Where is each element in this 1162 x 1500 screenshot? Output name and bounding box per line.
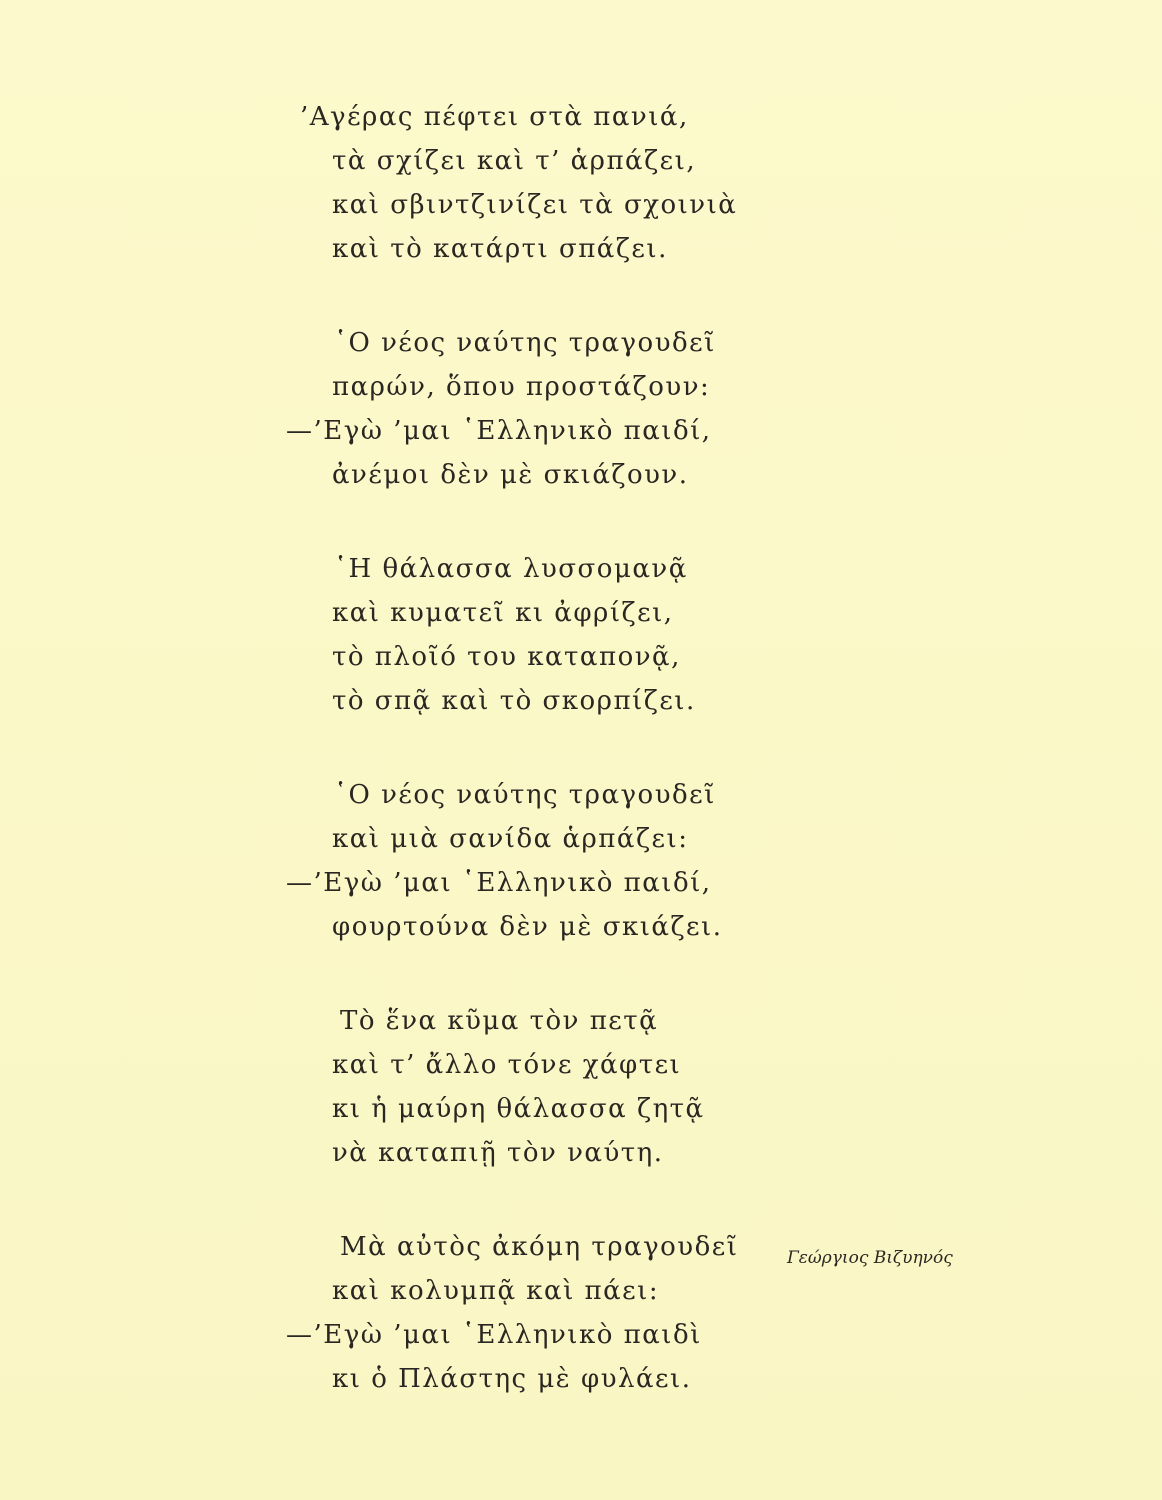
stanza-4 (286, 773, 820, 949)
stanza-3 (300, 547, 820, 723)
poem-line: νὰ καταπιῇ τὸν ναύτη. (332, 1138, 664, 1168)
poem-line: κι ὁ Πλάστης μὲ φυλάει. (332, 1364, 692, 1394)
poem-line: φουρτούνα δὲν μὲ σκιάζει. (332, 912, 723, 942)
poem-line: κι ἡ μαύρη θάλασσα ζητᾷ (332, 1094, 705, 1124)
poem-line: ῾Ο νέος ναύτης τραγουδεῖ (334, 780, 716, 810)
poem-line: Τὸ ἕνα κῦμα τὸν πετᾷ (340, 1006, 659, 1036)
poem-line: —’Εγὼ ’μαι ῾Ελληνικὸ παιδὶ (286, 1320, 702, 1350)
poem-line: παρών, ὅπου προστάζουν: (332, 372, 711, 402)
stanza-5 (300, 999, 820, 1175)
poem-line: ῾Η θάλασσα λυσσομανᾷ (334, 554, 688, 584)
poem-line: ἀνέμοι δὲν μὲ σκιάζουν. (332, 460, 689, 490)
poem-line: καὶ τ’ ἄλλο τόνε χάφτει (332, 1050, 682, 1080)
poem-line: Μὰ αὐτὸς ἀκόμη τραγουδεῖ (340, 1232, 739, 1262)
poem-line: ῾Ο νέος ναύτης τραγουδεῖ (334, 328, 716, 358)
poem-line: τὸ σπᾷ καὶ τὸ σκορπίζει. (332, 686, 696, 716)
stanza-6 (286, 1225, 820, 1401)
poem-line: καὶ τὸ κατάρτι σπάζει. (332, 234, 668, 264)
poem-line: τὰ σχίζει καὶ τ’ ἁρπάζει, (332, 146, 697, 176)
author-signature: Γεώργιος Βιζυηνός (787, 1248, 953, 1268)
poem (286, 95, 820, 1451)
stanza-2 (286, 321, 820, 497)
poem-line: ’Αγέρας πέφτει στὰ πανιά, (300, 102, 689, 132)
poem-line: καὶ κολυμπᾷ καὶ πάει: (332, 1276, 660, 1306)
poem-line: καὶ σβιντζινίζει τὰ σχοινιὰ (332, 190, 738, 220)
poem-line: τὸ πλοῖό του καταπονᾷ, (332, 642, 681, 672)
poem-line: —’Εγὼ ’μαι ῾Ελληνικὸ παιδί, (286, 416, 712, 446)
poem-line: καὶ κυματεῖ κι ἀφρίζει, (332, 598, 674, 628)
stanza-1 (300, 95, 820, 271)
poem-line: καὶ μιὰ σανίδα ἁρπάζει: (332, 824, 689, 854)
poem-line: —’Εγὼ ’μαι ῾Ελληνικὸ παιδί, (286, 868, 712, 898)
